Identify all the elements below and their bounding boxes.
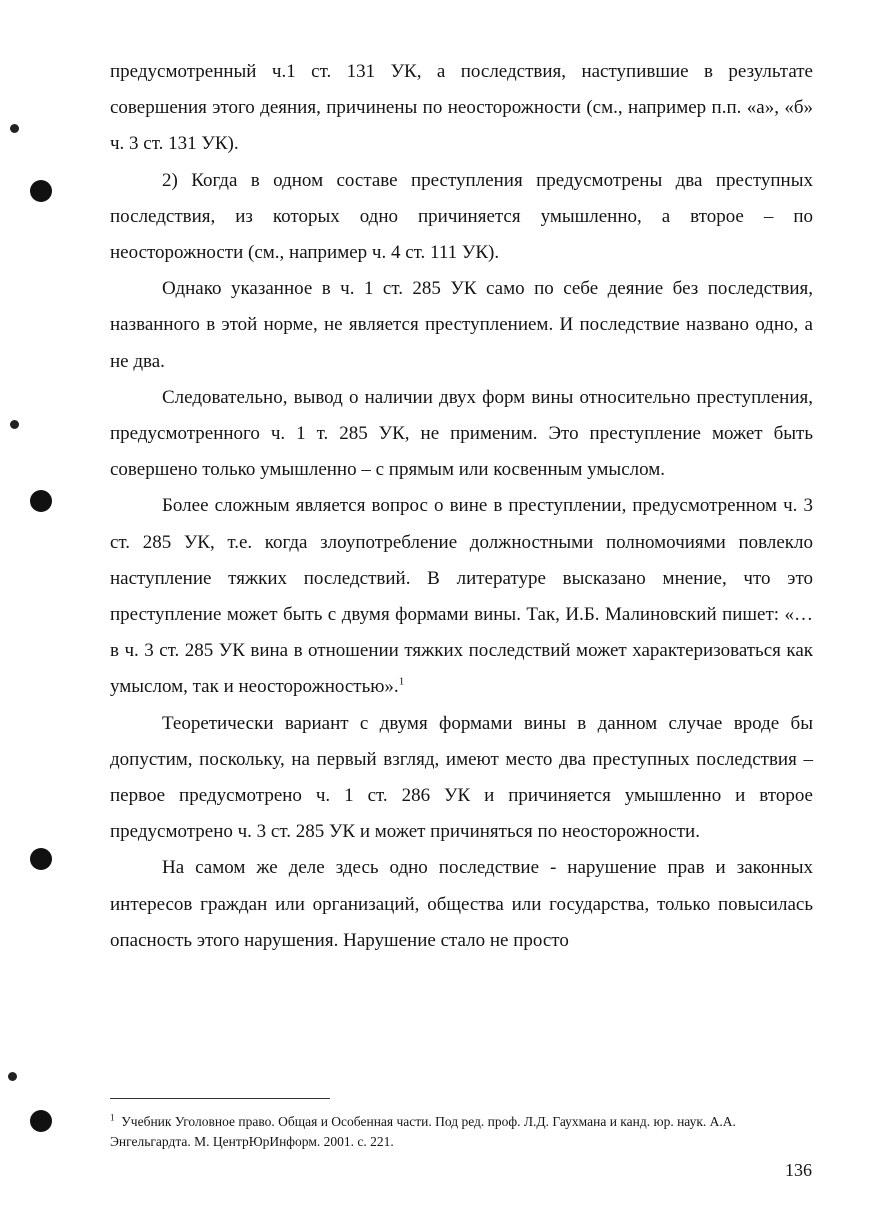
paragraph: Однако указанное в ч. 1 ст. 285 УК само по себе деяние без последствия, названного в этой норме, не является преступлением. И последствие названо одно, а не два. bbox=[110, 278, 813, 372]
paragraph: предусмотренный ч.1 ст. 131 УК, а последствия, наступившие в результате совершения этого деяния, причинены по неосторожности (см., например п.п. «а», «б» ч. 3 ст. 131 УК). bbox=[110, 61, 813, 155]
paragraph-text: Более сложным является вопрос о вине в преступлении, предусмотренном ч. 3 ст. 285 УК, т.е. когда злоупотребление должностными полномочиями повлекло наступление тяжких последствий. В литературе высказано мнение, что это преступление может быть с двумя формами вины. Так, И.Б. Малиновский пишет: «… в ч. 3 ст. 285 УК вина в отношении тяжких последствий может характеризоваться как умыслом, так и неосторожностью». bbox=[110, 495, 813, 698]
body-text bbox=[110, 54, 813, 959]
scan-speck bbox=[8, 1072, 17, 1081]
footnote-marker: 1 bbox=[110, 1112, 115, 1123]
page-number: 136 bbox=[785, 1160, 812, 1180]
footnote-separator bbox=[110, 1098, 330, 1099]
punch-hole bbox=[30, 1110, 52, 1132]
footnote-text: Учебник Уголовное право. Общая и Особенная части. Под ред. проф. Л.Д. Гаухмана и канд. юр. наук. А.А. Энгельгардта. М. ЦентрЮрИнформ. 2001. с. 221. bbox=[110, 1114, 736, 1149]
paragraph: На самом же деле здесь одно последствие - нарушение прав и законных интересов граждан или организаций, общества или государства, только повысилась опасность этого нарушения. Нарушение стало не просто bbox=[110, 857, 813, 951]
paragraph: Теоретически вариант с двумя формами вины в данном случае вроде бы допустим, поскольку, на первый взгляд, имеют место два преступных последствия – первое предусмотрено ч. 1 ст. 286 УК и причиняется умышленно и второе предусмотрено ч. 3 ст. 285 УК и может причиняться по неосторожности. bbox=[110, 712, 813, 843]
scan-speck bbox=[10, 124, 19, 133]
footnote-reference: 1 bbox=[398, 676, 405, 689]
footnote bbox=[110, 1112, 815, 1152]
scan-speck bbox=[10, 420, 19, 429]
punch-hole bbox=[30, 180, 52, 202]
punch-hole bbox=[30, 490, 52, 512]
paragraph: 2) Когда в одном составе преступления предусмотрены два преступных последствия, из которых одно причиняется умышленно, а второе – по неосторожности (см., например ч. 4 ст. 111 УК). bbox=[110, 169, 813, 264]
paragraph: Следовательно, вывод о наличии двух форм вины относительно преступления, предусмотренного ч. 1 т. 285 УК, не применим. Это преступление может быть совершено только умышленно – с прямым или косвенным умыслом. bbox=[110, 386, 813, 481]
punch-hole bbox=[30, 848, 52, 870]
paragraph-with-footnote bbox=[110, 488, 813, 705]
